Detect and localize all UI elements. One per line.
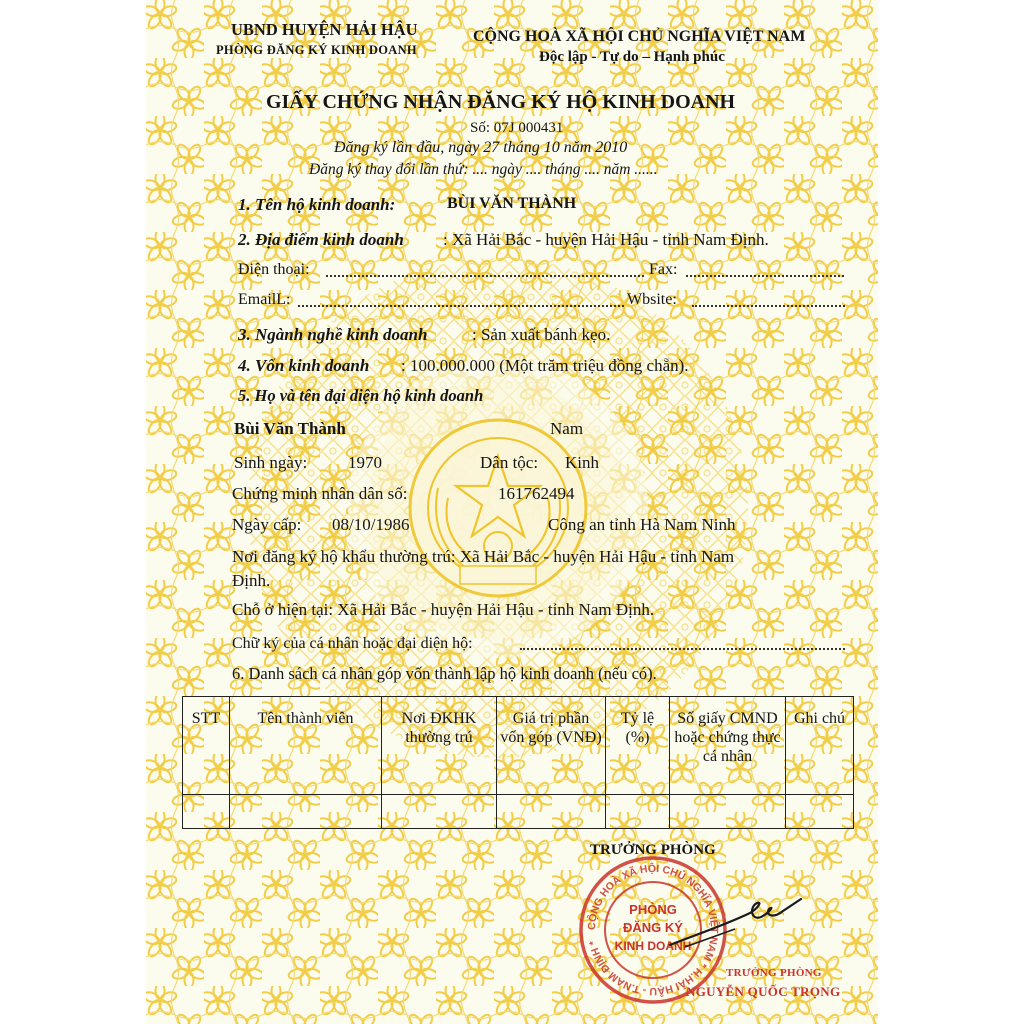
capital-label: 4. Vốn kinh doanh [238, 356, 370, 375]
issuer-value: Công an tỉnh Hà Nam Ninh [548, 515, 736, 534]
permanent-residence-line-2: Định. [232, 571, 271, 590]
col-member-name: Tên thành viên [230, 697, 382, 795]
dob-value: 1970 [348, 453, 382, 472]
id-card-label: Chứng minh nhân dân số: [232, 484, 408, 503]
ethnicity-value: Kinh [565, 453, 599, 472]
document-title: GIẤY CHỨNG NHẬN ĐĂNG KÝ HỘ KINH DOANH [266, 91, 736, 113]
representative-label: 5. Họ và tên đại diện hộ kinh doanh [238, 386, 484, 405]
signature-field-label: Chữ ký của cá nhân hoặc đại diện hộ: [232, 635, 473, 652]
table-header-row [183, 697, 854, 795]
id-card-number: 161762494 [498, 484, 575, 503]
signer-title: TRƯỞNG PHÒNG [726, 967, 822, 979]
capital-value: : 100.000.000 (Một trăm triệu đồng chẵn). [401, 356, 689, 375]
stamp-line-1: PHÒNG [629, 902, 677, 917]
contributors-heading: 6. Danh sách cá nhân góp vốn thành lập hộ kinh doanh (nếu có). [232, 664, 657, 683]
website-dotted-line [692, 305, 845, 307]
authority-line-1: UBND HUYỆN HẢI HẬU [231, 20, 418, 39]
phone-label: Điện thoại: [238, 261, 310, 278]
nation-line-1: CỘNG HOÀ XÃ HỘI CHỦ NGHĨA VIỆT NAM [473, 28, 806, 45]
email-dotted-line [298, 305, 624, 307]
current-address: Chỗ ở hiện tại: Xã Hải Bắc - huyện Hải Hậu - tỉnh Nam Định. [232, 600, 655, 619]
contributors-table [182, 696, 854, 829]
phone-dotted-line [326, 275, 644, 277]
business-name-value: BÙI VĂN THÀNH [447, 195, 577, 212]
dob-label: Sinh ngày: [234, 453, 308, 472]
col-contribution-value: Giá trị phần vốn góp (VNĐ) [497, 697, 606, 795]
fax-dotted-line [686, 275, 844, 277]
business-line-value: : Sản xuất bánh kẹo. [472, 325, 611, 344]
col-ratio: Tỷ lệ (%) [606, 697, 670, 795]
fax-label: Fax: [649, 261, 678, 278]
col-notes: Ghi chú [786, 697, 854, 795]
col-residence: Nơi ĐKHK thường trú [382, 697, 497, 795]
certificate-number: Số: 07J 000431 [470, 120, 564, 136]
signature-dotted-line [520, 648, 845, 650]
signer-name: NGUYỄN QUỐC TRỌNG [686, 984, 841, 999]
change-registration-date: Đăng ký thay đổi lần thứ: .... ngày .... tháng .... năm ...... [309, 161, 658, 178]
representative-gender: Nam [550, 419, 584, 438]
stamp-ring-text: CỘNG HOÀ XÃ HỘI CHỦ NGHĨA VIỆT NAM * H.HẢI HẬU - T.NAM ĐỊNH * [585, 862, 721, 998]
state-emblem-watermark [410, 420, 586, 596]
head-of-office-title: TRƯỞNG PHÒNG [590, 842, 716, 858]
authority-line-2: PHÒNG ĐĂNG KÝ KINH DOANH [216, 43, 417, 57]
table-row [183, 795, 854, 829]
left-margin [0, 0, 146, 1024]
website-label: Wbsite: [627, 291, 677, 308]
issue-date-value: 08/10/1986 [332, 515, 410, 534]
ethnicity-label: Dân tộc: [480, 453, 539, 472]
handwritten-signature [665, 895, 805, 955]
permanent-residence-line-1: Nơi đăng ký hộ khẩu thường trú: Xã Hải Bắc - huyện Hải Hậu - tỉnh Nam [232, 547, 735, 566]
stamp-line-2: ĐĂNG KÝ [623, 920, 683, 935]
right-margin [878, 0, 1024, 1024]
business-location-value: : Xã Hải Bắc - huyện Hải Hậu - tỉnh Nam Định. [443, 230, 769, 249]
stamp-line-3: KINH DOANH [614, 939, 692, 953]
representative-name: Bùi Văn Thành [234, 419, 346, 438]
business-line-label: 3. Ngành nghề kinh doanh [238, 325, 428, 344]
business-location-label: 2. Địa điểm kinh doanh [238, 230, 404, 249]
nation-line-2: Độc lập - Tự do – Hạnh phúc [539, 49, 725, 65]
business-name-label: 1. Tên hộ kinh doanh: [238, 195, 396, 214]
email-label: EmailL: [238, 291, 291, 308]
col-stt: STT [183, 697, 230, 795]
first-registration-date: Đăng ký lần đầu, ngày 27 tháng 10 năm 2010 [334, 139, 628, 156]
issue-date-label: Ngày cấp: [232, 515, 302, 534]
col-id-document: Số giấy CMND hoặc chứng thực cá nhân [670, 697, 786, 795]
